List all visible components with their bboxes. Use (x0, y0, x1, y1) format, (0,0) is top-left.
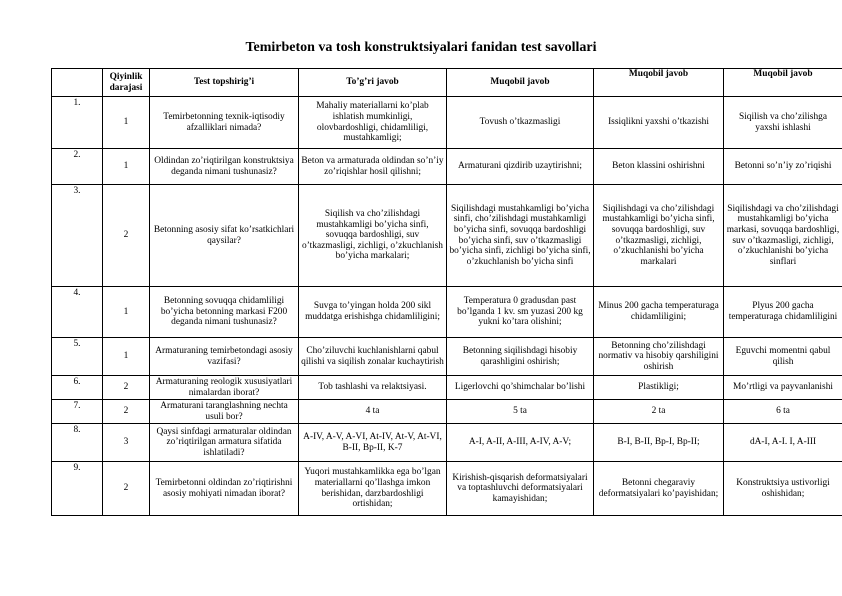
row-alt-1: Siqilishdagi mustahkamligi bo’yicha sinfi, cho’zilishdagi mustahkamligi bo’yicha sinfi, sovuqqa bardoshligi bo’yicha sinfi, suv o’tkazmasligi bo’yicha sinfi, zichligi bo’yicha sinfi, o’zkuchlanish bo’yicha sinfi (447, 185, 594, 287)
table-row (52, 462, 842, 516)
row-alt-2: 2 ta (594, 400, 724, 424)
row-alt-1: Kirishish-qisqarish deformatsiyalari va toptashluvchi deformatsiyalari kamayishidan; (447, 462, 594, 516)
row-task: Oldindan zo’riqtirilgan konstruktsiya deganda nimani tushunasiz? (150, 149, 299, 185)
row-alt-1: Ligerlovchi qo’shimchalar bo’lishi (447, 376, 594, 400)
row-alt-3: 6 ta (724, 400, 842, 424)
row-correct: Mahaliy materiallarni ko’plab ishlatish mumkinligi, olovbardoshligi, chidamliligi, mustahkamligi; (299, 97, 447, 149)
header-alternative-3: Muqobil javob (724, 69, 842, 97)
table-row (52, 149, 842, 185)
row-task: Betonning sovuqqa chidamliligi bo’yicha betonning markasi F200 deganda nimani tushunasiz? (150, 287, 299, 338)
row-correct: Yuqori mustahkamlikka ega bo’lgan materiallarni qo’llashga imkon berishidan, darzbardoshligi ortishidan; (299, 462, 447, 516)
row-alt-2: Plastikligi; (594, 376, 724, 400)
row-alt-3: Eguvchi momentni qabul qilish (724, 338, 842, 376)
table-row (52, 338, 842, 376)
page-title: Temirbeton va tosh konstruktsiyalari fanidan test savollari (245, 40, 597, 55)
row-number: 8. (52, 424, 103, 462)
row-task: Armaturani taranglashning nechta usuli bor? (150, 400, 299, 424)
row-correct: Beton va armaturada oldindan so’n’iy zo’riqishlar hosil qilishni; (299, 149, 447, 185)
row-number: 2. (52, 149, 103, 185)
row-alt-2: Betonni chegaraviy deformatsiyalari ko’payishidan; (594, 462, 724, 516)
header-correct-answer: To’g’ri javob (299, 69, 447, 97)
row-alt-3: Mo’rtligi va payvanlanishi (724, 376, 842, 400)
row-correct: Cho’ziluvchi kuchlanishlarni qabul qilishi va siqilish zonalar kuchaytirish (299, 338, 447, 376)
row-correct: 4 ta (299, 400, 447, 424)
row-level: 2 (103, 185, 150, 287)
row-alt-3: Konstruktsiya ustivorligi oshishidan; (724, 462, 842, 516)
row-alt-2: Beton klassini oshirishni (594, 149, 724, 185)
table-row (52, 400, 842, 424)
row-task: Armaturaning reologik xususiyatlari nimalardan iborat? (150, 376, 299, 400)
header-row (52, 69, 842, 97)
row-correct: Siqilish va cho’zilishdagi mustahkamligi bo’yicha sinfi, sovuqqa bardoshligi, suv o’tkazmasligi, zichligi, o’zkuchlanish bo’yicha markalari; (299, 185, 447, 287)
row-level: 2 (103, 376, 150, 400)
row-alt-1: A-I, A-II, A-III, A-IV, A-V; (447, 424, 594, 462)
row-level: 2 (103, 462, 150, 516)
row-number: 9. (52, 462, 103, 516)
row-alt-3: Siqilishdagi va cho’zilishdagi mustahkamligi bo’yicha markasi, sovuqqa bardoshligi, suv o’tkazmasligi, zichligi, o’zkuchlanishi bo’yicha sinflari (724, 185, 842, 287)
row-level: 1 (103, 97, 150, 149)
row-correct: Tob tashlashi va relaktsiyasi. (299, 376, 447, 400)
table-row (52, 424, 842, 462)
row-task: Betonning asosiy sifat ko’rsatkichlari qaysilar? (150, 185, 299, 287)
row-alt-3: Siqilish va cho’zilishga yaxshi ishlashi (724, 97, 842, 149)
row-alt-2: Minus 200 gacha temperaturaga chidamliligini; (594, 287, 724, 338)
row-task: Armaturaning temirbetondagi asosiy vazifasi? (150, 338, 299, 376)
test-questions-table (51, 68, 842, 516)
table-row (52, 376, 842, 400)
row-correct: A-IV, A-V, A-VI, At-IV, At-V, At-VI, B-II, Bp-II, K-7 (299, 424, 447, 462)
header-number (52, 69, 103, 97)
header-alternative-1: Muqobil javob (447, 69, 594, 97)
row-task: Qaysi sinfdagi armaturalar oldindan zo’riqtirilgan armatura sifatida ishlatiladi? (150, 424, 299, 462)
header-alternative-2: Muqobil javob (594, 69, 724, 97)
row-number: 4. (52, 287, 103, 338)
table-row (52, 185, 842, 287)
row-alt-2: Issiqlikni yaxshi o’tkazishi (594, 97, 724, 149)
row-correct: Suvga to’yingan holda 200 sikl muddatga erishishga chidamliligini; (299, 287, 447, 338)
row-number: 6. (52, 376, 103, 400)
row-level: 1 (103, 338, 150, 376)
row-alt-1: Betonning siqilishdagi hisobiy qarashligini oshirish; (447, 338, 594, 376)
row-alt-1: Temperatura 0 gradusdan past bo’lganda 1 kv. sm yuzasi 200 kg yukni ko’tara olishini; (447, 287, 594, 338)
row-alt-2: Siqilishdagi va cho’zilishdagi mustahkamligi bo’yicha sinfi, sovuqqa bardoshligi, suv o’tkazmasligi, zichligi, o’zkuchlanishi bo’yicha markalari (594, 185, 724, 287)
header-difficulty: Qiyinlik darajasi (103, 69, 150, 97)
row-level: 2 (103, 400, 150, 424)
row-task: Temirbetonni oldindan zo’riqtirishni asosiy mohiyati nimadan iborat? (150, 462, 299, 516)
row-level: 1 (103, 287, 150, 338)
row-alt-2: B-I, B-II, Bp-I, Bp-II; (594, 424, 724, 462)
row-level: 1 (103, 149, 150, 185)
header-task: Test topshirig’i (150, 69, 299, 97)
row-number: 7. (52, 400, 103, 424)
row-number: 1. (52, 97, 103, 149)
table-row (52, 287, 842, 338)
row-alt-1: 5 ta (447, 400, 594, 424)
row-alt-3: dA-I, A-I. I, A-III (724, 424, 842, 462)
row-level: 3 (103, 424, 150, 462)
row-number: 3. (52, 185, 103, 287)
row-alt-1: Armaturani qizdirib uzaytirishni; (447, 149, 594, 185)
row-alt-1: Tovush o’tkazmasligi (447, 97, 594, 149)
table-row (52, 97, 842, 149)
row-alt-3: Betonni so’n’iy zo’riqishi (724, 149, 842, 185)
row-task: Temirbetonning texnik-iqtisodiy afzalliklari nimada? (150, 97, 299, 149)
row-alt-3: Plyus 200 gacha temperaturaga chidamliligini (724, 287, 842, 338)
row-alt-2: Betonning cho’zilishdagi normativ va hisobiy qarshiligini oshirish (594, 338, 724, 376)
row-number: 5. (52, 338, 103, 376)
